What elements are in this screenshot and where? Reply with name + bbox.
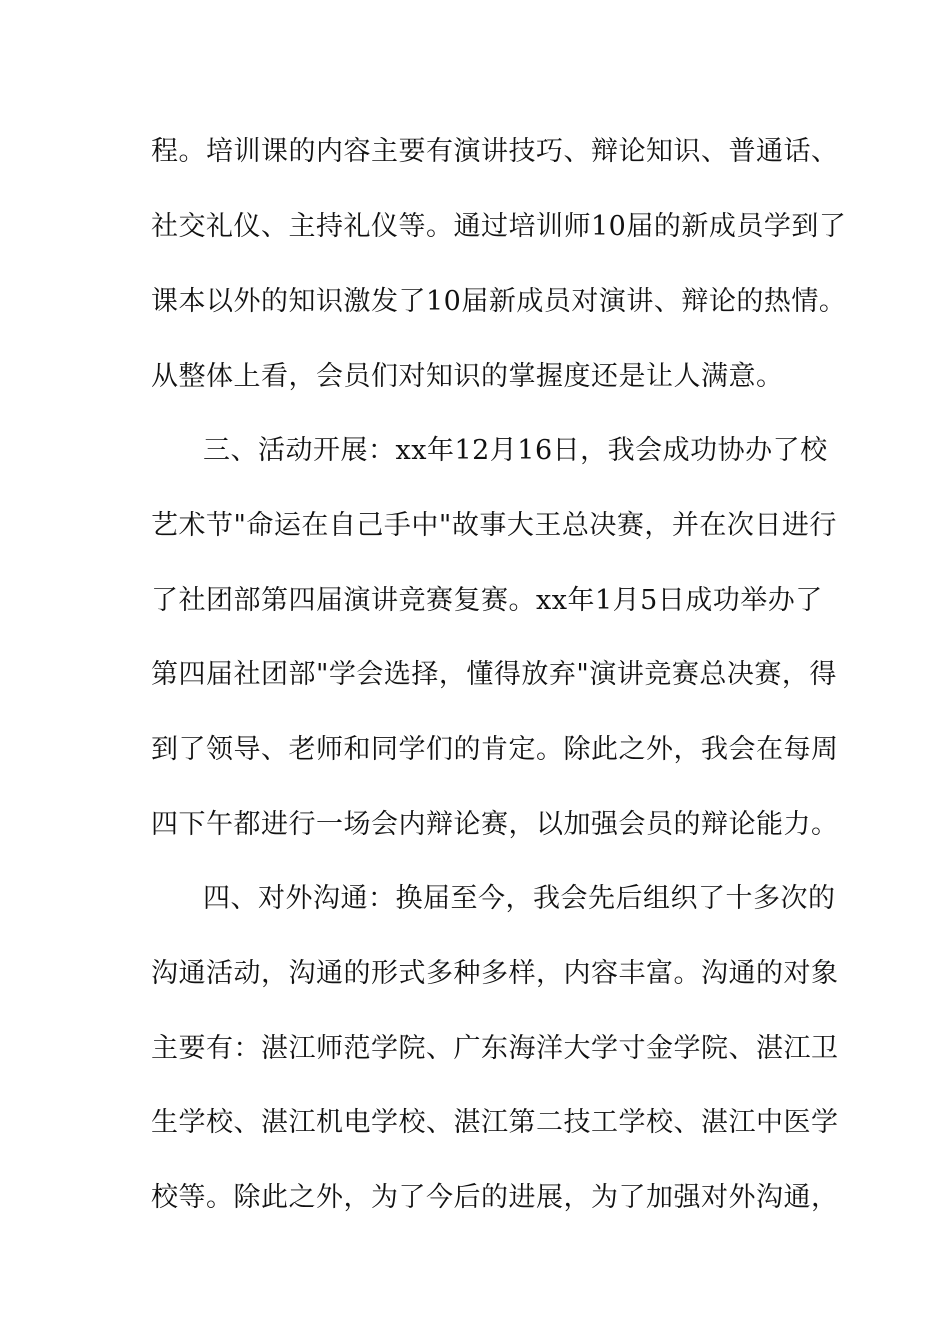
text-line: 主要有：湛江师范学院、广东海洋大学寸金学院、湛江卫 bbox=[151, 1033, 839, 1064]
text-line: 到了领导、老师和同学们的肯定。除此之外，我会在每周 bbox=[151, 734, 839, 765]
text-line: 生学校、湛江机电学校、湛江第二技工学校、湛江中医学 bbox=[151, 1107, 839, 1138]
text-line: 四下午都进行一场会内辩论赛，以加强会员的辩论能力。 bbox=[151, 809, 839, 840]
text-line: 程。培训课的内容主要有演讲技巧、辩论知识、普通话、 bbox=[151, 136, 839, 167]
text-line: 了社团部第四届演讲竞赛复赛。xx年1月5日成功举办了 bbox=[151, 585, 823, 616]
text-line: 第四届社团部"学会选择，懂得放弃"演讲竞赛总决赛，得 bbox=[151, 659, 837, 690]
text-line: 沟通活动，沟通的形式多种多样，内容丰富。沟通的对象 bbox=[151, 958, 839, 989]
text-line: 从整体上看，会员们对知识的掌握度还是让人满意。 bbox=[151, 361, 784, 392]
text-line: 艺术节"命运在自己手中"故事大王总决赛，并在次日进行 bbox=[151, 510, 837, 541]
text-line: 校等。除此之外，为了今后的进展，为了加强对外沟通， bbox=[151, 1182, 839, 1213]
section-heading-line: 四、对外沟通：换届至今，我会先后组织了十多次的 bbox=[203, 883, 836, 914]
text-line: 社交礼仪、主持礼仪等。通过培训师10届的新成员学到了 bbox=[151, 211, 847, 242]
section-heading-line: 三、活动开展：xx年12月16日，我会成功协办了校 bbox=[203, 435, 828, 466]
text-line: 课本以外的知识激发了10届新成员对演讲、辩论的热情。 bbox=[151, 286, 847, 317]
